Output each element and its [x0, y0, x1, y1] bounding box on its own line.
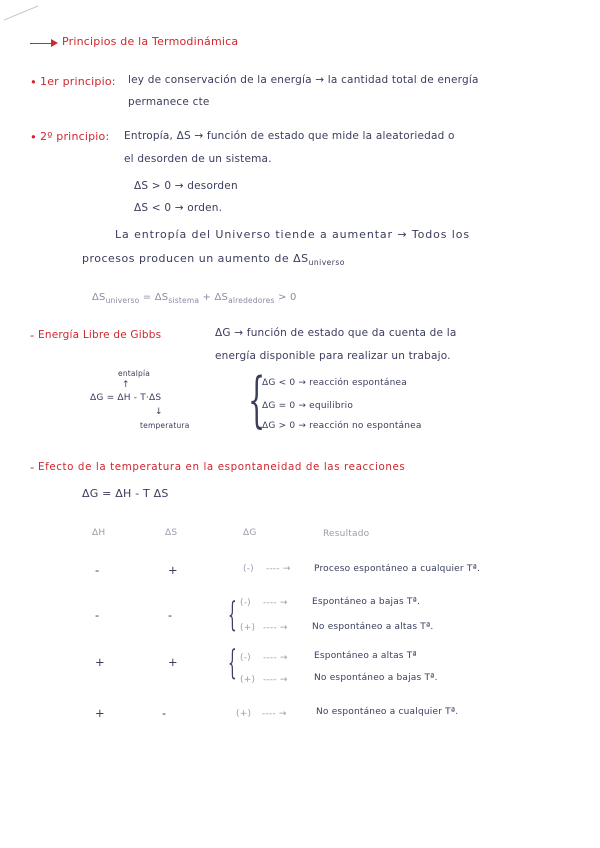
row3-result: No espontáneo a altas Tª. [312, 622, 434, 632]
down-arrow-icon: ↓ [155, 407, 163, 417]
row4-ds: + [168, 655, 178, 669]
first-principle-label: 1er principio: [40, 75, 116, 88]
row1-ds: + [168, 563, 178, 577]
second-principle-line2: el desorden de un sistema. [124, 153, 272, 165]
sum-sub-1: universo [105, 296, 140, 305]
temp-effect-label: Efecto de la temperatura en la espontaneidad de las reacciones [38, 461, 406, 473]
gibbs-case-2: ΔG = 0 → equilibrio [262, 401, 354, 411]
pencil-stroke [2, 2, 42, 22]
row4-brace: { [228, 643, 237, 683]
second-principle-label: 2º principio: [40, 130, 110, 143]
sum-mid-1: = ΔS [139, 292, 169, 303]
header-result: Resultado [323, 529, 370, 539]
universe-line2 [82, 252, 345, 267]
sum-ds-1: ΔS [92, 292, 106, 303]
row6-dg: (+) [236, 709, 252, 719]
row2-brace: { [228, 595, 237, 635]
title-arrow-line [30, 43, 52, 44]
row2-arrow: ---- → [263, 598, 288, 608]
sum-mid-2: + ΔS [199, 292, 229, 303]
up-arrow-icon: ↑ [122, 380, 130, 390]
row6-result: No espontáneo a cualquier Tª. [316, 707, 459, 717]
row5-dg: (+) [240, 675, 256, 685]
gibbs-line2: energía disponible para realizar un trabajo. [215, 350, 451, 362]
gibbs-label: Energía Libre de Gibbs [38, 329, 162, 341]
header-dg: ΔG [243, 528, 257, 538]
row2-result: Espontáneo a bajas Tª. [312, 597, 421, 607]
gibbs-case-1: ΔG < 0 → reacción espontánea [262, 378, 407, 388]
universe-line2-sub: universo [308, 258, 345, 268]
header-ds: ΔS [165, 528, 178, 538]
gibbs-case-3: ΔG > 0 → reacción no espontánea [262, 421, 422, 431]
header-dh: ΔH [92, 528, 106, 538]
bullet-2: • [30, 130, 37, 144]
page-title: Principios de la Termodinámica [62, 35, 239, 48]
entropy-condition-2: ΔS < 0 → orden. [134, 202, 223, 214]
universe-line1: La entropía del Universo tiende a aumentar → Todos los [115, 228, 471, 241]
sum-sub-3: alrededores [228, 296, 275, 305]
row1-dg: (-) [243, 564, 254, 574]
row4-arrow: ---- → [263, 653, 288, 663]
row6-ds: - [162, 706, 167, 720]
row4-dg: (-) [240, 653, 251, 663]
first-principle-line1: ley de conservación de la energía → la cantidad total de energía [128, 74, 479, 86]
temp-effect-dash: - [30, 460, 35, 474]
row3-dg: (+) [240, 623, 256, 633]
gibbs-brace: { [248, 365, 266, 435]
sum-end: > 0 [274, 292, 297, 303]
entropy-condition-1: ΔS > 0 → desorden [134, 180, 238, 192]
entropy-sum-equation [92, 292, 297, 305]
row1-result: Proceso espontáneo a cualquier Tª. [314, 564, 481, 574]
row5-arrow: ---- → [263, 675, 288, 685]
row1-arrow: ---- → [266, 564, 291, 574]
gibbs-dash: - [30, 328, 35, 342]
sum-sub-2: sistema [168, 296, 200, 305]
row2-ds: - [168, 608, 173, 622]
row3-arrow: ---- → [263, 623, 288, 633]
row5-result: No espontáneo a bajas Tª. [314, 673, 438, 683]
entalpia-label: entalpía [118, 369, 151, 378]
row6-arrow: ---- → [262, 709, 287, 719]
title-arrow-icon [51, 39, 58, 47]
first-principle-line2: permanece cte [128, 96, 210, 108]
temperatura-label: temperatura [140, 421, 190, 430]
row4-result: Espontáneo a altas Tª [314, 651, 417, 661]
row2-dg: (-) [240, 598, 251, 608]
bullet-1: • [30, 75, 37, 89]
row4-dh: + [95, 655, 105, 669]
row6-dh: + [95, 706, 105, 720]
row2-dh: - [95, 608, 100, 622]
row1-dh: - [95, 563, 100, 577]
universe-line2-text: procesos producen un aumento de ΔS [82, 252, 309, 265]
second-principle-line1: Entropía, ΔS → función de estado que mide la aleatoriedad o [124, 130, 455, 142]
gibbs-equation: ΔG = ΔH - T·ΔS [90, 393, 162, 403]
gibbs-line1: ΔG → función de estado que da cuenta de la [215, 327, 457, 339]
temp-effect-equation: ΔG = ΔH - T ΔS [82, 487, 169, 500]
